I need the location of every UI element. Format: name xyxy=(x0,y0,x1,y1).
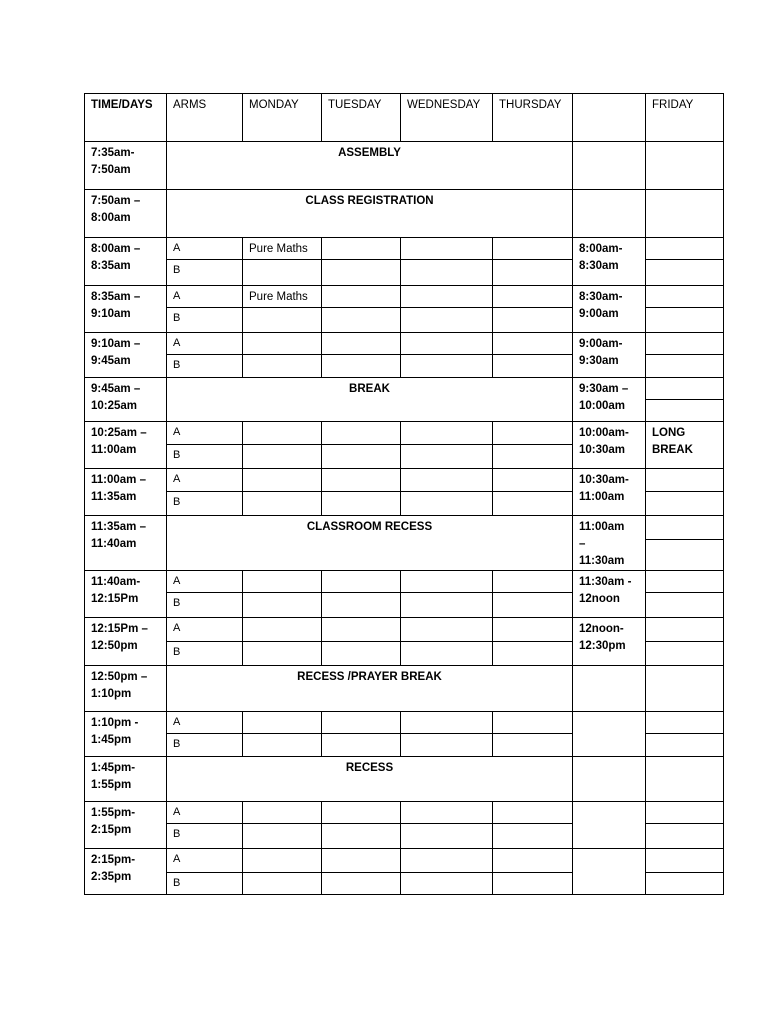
period-label: RECESS xyxy=(167,757,573,802)
time-cell: 9:10am – 9:45am xyxy=(85,333,167,378)
arm-cell: A xyxy=(167,469,243,492)
thursday-cell xyxy=(493,333,573,355)
arm-cell: A xyxy=(167,712,243,734)
table-row xyxy=(85,190,724,238)
arm-cell: B xyxy=(167,593,243,618)
monday-cell: Pure Maths xyxy=(243,286,322,308)
time-cell: 8:35am – 9:10am xyxy=(85,286,167,333)
arm-cell: A xyxy=(167,802,243,824)
time-cell: 1:10pm - 1:45pm xyxy=(85,712,167,757)
monday-cell xyxy=(243,712,322,734)
time-cell: 9:45am – 10:25am xyxy=(85,378,167,422)
tuesday-cell xyxy=(322,355,401,378)
friday-cell xyxy=(646,260,724,286)
tuesday-cell xyxy=(322,593,401,618)
thursday-cell xyxy=(493,422,573,445)
arm-cell: B xyxy=(167,824,243,849)
friday-cell xyxy=(646,355,724,378)
friday-cell xyxy=(646,873,724,895)
header-friday-time xyxy=(573,94,646,142)
arm-cell: B xyxy=(167,642,243,666)
monday-cell xyxy=(243,593,322,618)
friday-cell xyxy=(646,308,724,333)
friday-cell xyxy=(646,400,724,422)
tuesday-cell xyxy=(322,571,401,593)
tuesday-cell xyxy=(322,308,401,333)
friday-time-cell xyxy=(573,757,646,802)
thursday-cell xyxy=(493,260,573,286)
thursday-cell xyxy=(493,238,573,260)
time-cell: 7:50am – 8:00am xyxy=(85,190,167,238)
tuesday-cell xyxy=(322,469,401,492)
wednesday-cell xyxy=(401,642,493,666)
monday-cell xyxy=(243,873,322,895)
time-cell: 12:15Pm – 12:50pm xyxy=(85,618,167,666)
timetable xyxy=(84,93,724,895)
monday-cell xyxy=(243,445,322,469)
friday-cell xyxy=(646,618,724,642)
friday-time-cell xyxy=(573,849,646,895)
monday-cell xyxy=(243,422,322,445)
friday-cell xyxy=(646,142,724,190)
arm-cell: B xyxy=(167,445,243,469)
header-tuesday: TUESDAY xyxy=(322,94,401,142)
wednesday-cell xyxy=(401,422,493,445)
arm-cell: B xyxy=(167,308,243,333)
tuesday-cell xyxy=(322,286,401,308)
header-friday: FRIDAY xyxy=(646,94,724,142)
wednesday-cell xyxy=(401,260,493,286)
friday-cell xyxy=(646,333,724,355)
tuesday-cell xyxy=(322,824,401,849)
table-row xyxy=(85,142,724,190)
friday-cell xyxy=(646,849,724,873)
thursday-cell xyxy=(493,734,573,757)
arm-cell: A xyxy=(167,571,243,593)
time-cell: 11:35am – 11:40am xyxy=(85,516,167,571)
period-label: CLASSROOM RECESS xyxy=(167,516,573,571)
monday-cell xyxy=(243,734,322,757)
monday-cell xyxy=(243,571,322,593)
thursday-cell xyxy=(493,308,573,333)
header-arms: ARMS xyxy=(167,94,243,142)
wednesday-cell xyxy=(401,849,493,873)
thursday-cell xyxy=(493,873,573,895)
wednesday-cell xyxy=(401,286,493,308)
thursday-cell xyxy=(493,849,573,873)
wednesday-cell xyxy=(401,308,493,333)
tuesday-cell xyxy=(322,849,401,873)
period-label: BREAK xyxy=(167,378,573,422)
friday-time-cell: 11:30am - 12noon xyxy=(573,571,646,618)
wednesday-cell xyxy=(401,873,493,895)
thursday-cell xyxy=(493,445,573,469)
time-cell: 8:00am – 8:35am xyxy=(85,238,167,286)
arm-cell: A xyxy=(167,618,243,642)
table-row xyxy=(85,286,724,308)
tuesday-cell xyxy=(322,642,401,666)
friday-cell xyxy=(646,516,724,540)
wednesday-cell xyxy=(401,593,493,618)
arm-cell: B xyxy=(167,260,243,286)
monday-cell xyxy=(243,849,322,873)
friday-cell xyxy=(646,593,724,618)
friday-time-cell: 12noon- 12:30pm xyxy=(573,618,646,666)
monday-cell xyxy=(243,492,322,516)
monday-cell xyxy=(243,308,322,333)
arm-cell: B xyxy=(167,355,243,378)
tuesday-cell xyxy=(322,734,401,757)
thursday-cell xyxy=(493,355,573,378)
tuesday-cell xyxy=(322,445,401,469)
friday-cell xyxy=(646,539,724,570)
wednesday-cell xyxy=(401,492,493,516)
monday-cell xyxy=(243,618,322,642)
arm-cell: B xyxy=(167,734,243,757)
wednesday-cell xyxy=(401,734,493,757)
table-row xyxy=(85,238,724,260)
friday-cell xyxy=(646,802,724,824)
table-row xyxy=(85,333,724,355)
friday-cell xyxy=(646,492,724,516)
thursday-cell xyxy=(493,712,573,734)
header-time-days: TIME/DAYS xyxy=(85,94,167,142)
wednesday-cell xyxy=(401,469,493,492)
friday-time-cell xyxy=(573,666,646,712)
thursday-cell xyxy=(493,618,573,642)
friday-cell xyxy=(646,238,724,260)
friday-time-cell: 9:30am – 10:00am xyxy=(573,378,646,422)
table-row xyxy=(85,469,724,492)
friday-cell xyxy=(646,469,724,492)
arm-cell: B xyxy=(167,492,243,516)
friday-time-cell xyxy=(573,142,646,190)
wednesday-cell xyxy=(401,618,493,642)
wednesday-cell xyxy=(401,824,493,849)
thursday-cell xyxy=(493,642,573,666)
tuesday-cell xyxy=(322,492,401,516)
time-cell: 11:00am – 11:35am xyxy=(85,469,167,516)
monday-cell xyxy=(243,824,322,849)
wednesday-cell xyxy=(401,238,493,260)
thursday-cell xyxy=(493,286,573,308)
thursday-cell xyxy=(493,824,573,849)
table-row xyxy=(85,849,724,873)
table-row xyxy=(85,666,724,712)
time-cell: 7:35am- 7:50am xyxy=(85,142,167,190)
friday-cell xyxy=(646,190,724,238)
thursday-cell xyxy=(493,571,573,593)
arm-cell: A xyxy=(167,238,243,260)
arm-cell: A xyxy=(167,286,243,308)
time-cell: 2:15pm- 2:35pm xyxy=(85,849,167,895)
table-row xyxy=(85,712,724,734)
friday-time-cell xyxy=(573,802,646,849)
arm-cell: A xyxy=(167,333,243,355)
friday-cell xyxy=(646,378,724,400)
friday-cell xyxy=(646,286,724,308)
header-row xyxy=(85,94,724,142)
monday-cell xyxy=(243,642,322,666)
arm-cell: B xyxy=(167,873,243,895)
table-row xyxy=(85,422,724,445)
friday-time-cell: 10:00am- 10:30am xyxy=(573,422,646,469)
thursday-cell xyxy=(493,802,573,824)
friday-cell: LONG BREAK xyxy=(646,422,724,469)
tuesday-cell xyxy=(322,618,401,642)
tuesday-cell xyxy=(322,260,401,286)
time-cell: 1:45pm- 1:55pm xyxy=(85,757,167,802)
friday-cell xyxy=(646,757,724,802)
wednesday-cell xyxy=(401,445,493,469)
time-cell: 1:55pm- 2:15pm xyxy=(85,802,167,849)
friday-cell xyxy=(646,571,724,593)
tuesday-cell xyxy=(322,422,401,445)
tuesday-cell xyxy=(322,333,401,355)
period-label: CLASS REGISTRATION xyxy=(167,190,573,238)
wednesday-cell xyxy=(401,333,493,355)
period-label: RECESS /PRAYER BREAK xyxy=(167,666,573,712)
thursday-cell xyxy=(493,469,573,492)
time-cell: 11:40am- 12:15Pm xyxy=(85,571,167,618)
monday-cell xyxy=(243,260,322,286)
monday-cell xyxy=(243,333,322,355)
tuesday-cell xyxy=(322,802,401,824)
monday-cell xyxy=(243,802,322,824)
wednesday-cell xyxy=(401,802,493,824)
friday-cell xyxy=(646,666,724,712)
header-monday: MONDAY xyxy=(243,94,322,142)
time-cell: 12:50pm – 1:10pm xyxy=(85,666,167,712)
table-row xyxy=(85,571,724,593)
friday-time-cell: 8:30am- 9:00am xyxy=(573,286,646,333)
table-row xyxy=(85,516,724,540)
tuesday-cell xyxy=(322,238,401,260)
arm-cell: A xyxy=(167,422,243,445)
friday-time-cell: 9:00am- 9:30am xyxy=(573,333,646,378)
tuesday-cell xyxy=(322,712,401,734)
thursday-cell xyxy=(493,492,573,516)
time-cell: 10:25am – 11:00am xyxy=(85,422,167,469)
friday-cell xyxy=(646,734,724,757)
friday-cell xyxy=(646,712,724,734)
wednesday-cell xyxy=(401,355,493,378)
period-label: ASSEMBLY xyxy=(167,142,573,190)
header-wednesday: WEDNESDAY xyxy=(401,94,493,142)
friday-time-cell xyxy=(573,190,646,238)
friday-time-cell: 8:00am- 8:30am xyxy=(573,238,646,286)
table-row xyxy=(85,802,724,824)
friday-cell xyxy=(646,824,724,849)
monday-cell xyxy=(243,469,322,492)
wednesday-cell xyxy=(401,571,493,593)
monday-cell: Pure Maths xyxy=(243,238,322,260)
thursday-cell xyxy=(493,593,573,618)
wednesday-cell xyxy=(401,712,493,734)
table-row xyxy=(85,757,724,802)
arm-cell: A xyxy=(167,849,243,873)
header-thursday: THURSDAY xyxy=(493,94,573,142)
friday-time-cell: 10:30am- 11:00am xyxy=(573,469,646,516)
table-row xyxy=(85,618,724,642)
friday-time-cell xyxy=(573,712,646,757)
table-row xyxy=(85,378,724,400)
friday-cell xyxy=(646,642,724,666)
tuesday-cell xyxy=(322,873,401,895)
friday-time-cell: 11:00am – 11:30am xyxy=(573,516,646,571)
monday-cell xyxy=(243,355,322,378)
